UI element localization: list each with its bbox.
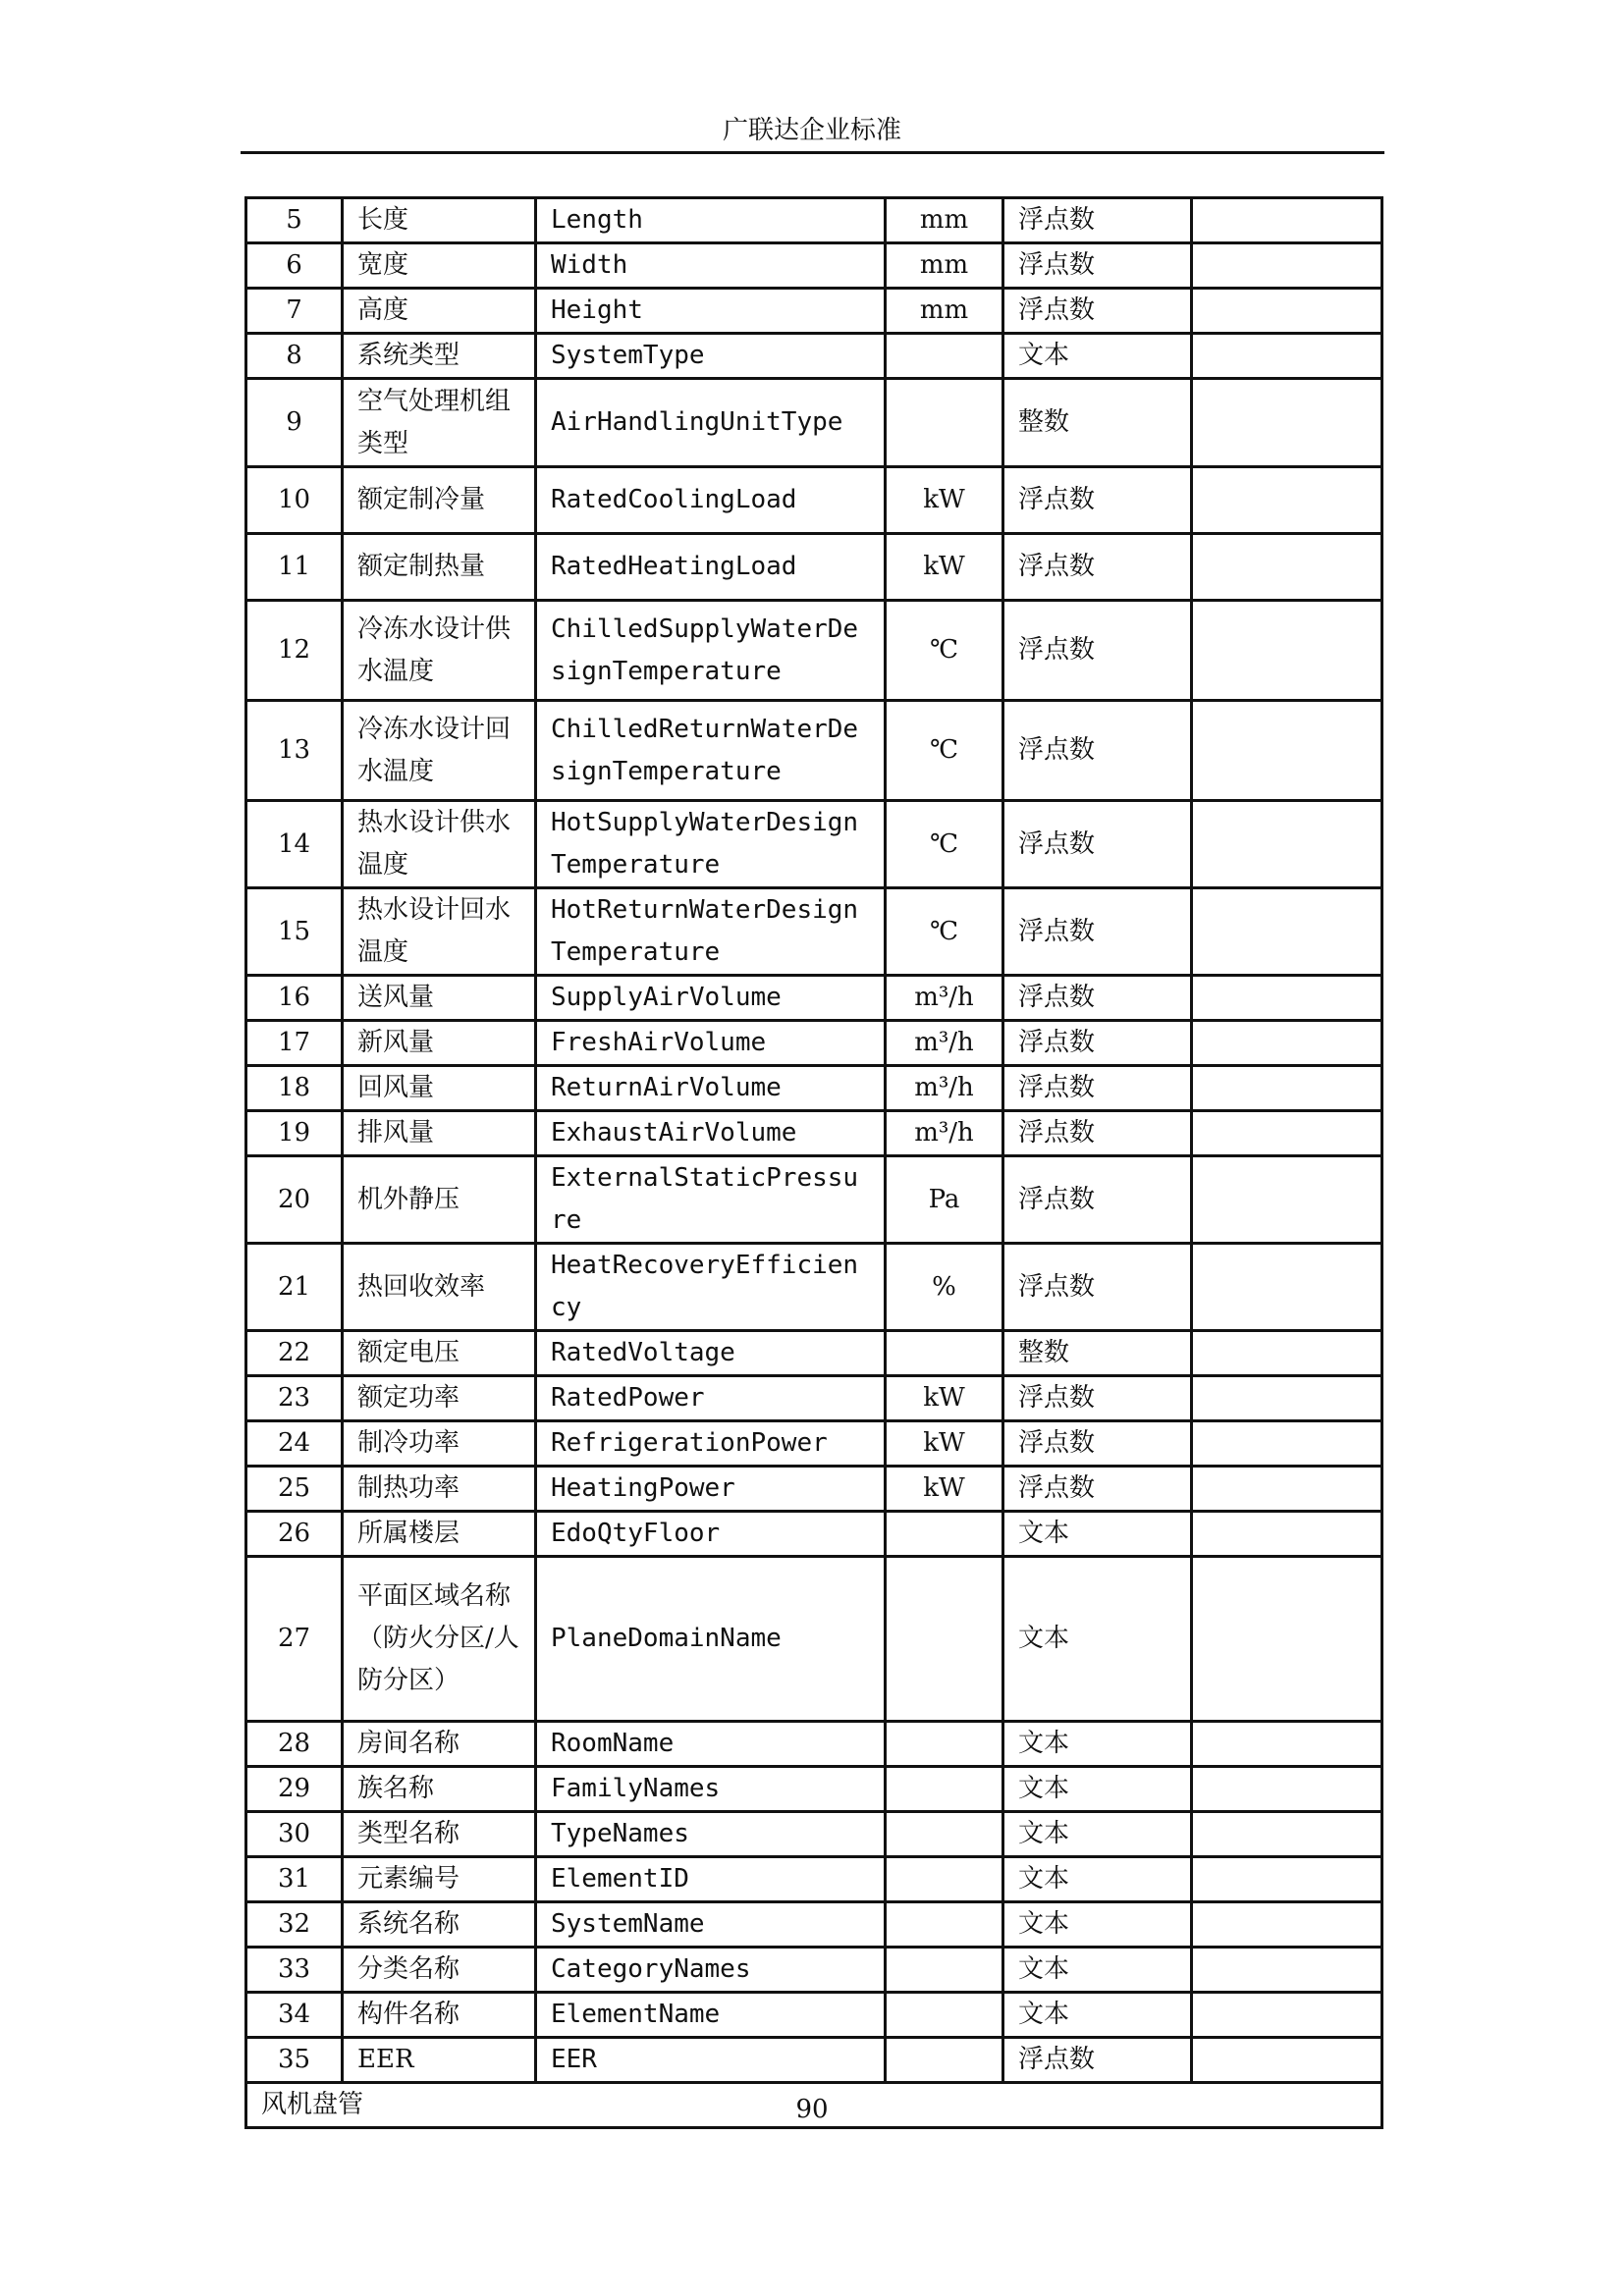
chinese-name-cell: 系统类型 xyxy=(343,334,536,379)
remark-cell xyxy=(1192,198,1382,243)
english-name-cell: RoomName xyxy=(536,1722,886,1767)
table-row xyxy=(246,1467,1382,1512)
english-name-cell: FreshAirVolume xyxy=(536,1021,886,1066)
table-row xyxy=(246,1331,1382,1376)
chinese-name-cell: 系统名称 xyxy=(343,1902,536,1948)
row-number-cell: 22 xyxy=(246,1331,343,1376)
unit-cell xyxy=(886,334,1003,379)
row-number-cell: 30 xyxy=(246,1812,343,1857)
chinese-name-cell: 机外静压 xyxy=(343,1156,536,1244)
unit-cell: kW xyxy=(886,467,1003,534)
english-name-cell: SystemName xyxy=(536,1902,886,1948)
chinese-name-cell: 类型名称 xyxy=(343,1812,536,1857)
english-name-cell: RatedVoltage xyxy=(536,1331,886,1376)
table-row xyxy=(246,601,1382,701)
chinese-name-cell: 房间名称 xyxy=(343,1722,536,1767)
row-number-cell: 15 xyxy=(246,888,343,976)
remark-cell xyxy=(1192,289,1382,334)
data-type-cell: 文本 xyxy=(1003,1557,1192,1722)
unit-cell xyxy=(886,1993,1003,2038)
remark-cell xyxy=(1192,1512,1382,1557)
row-number-cell: 26 xyxy=(246,1512,343,1557)
table-row xyxy=(246,1244,1382,1331)
unit-cell: m³/h xyxy=(886,1066,1003,1111)
unit-cell: % xyxy=(886,1244,1003,1331)
unit-cell xyxy=(886,1767,1003,1812)
unit-cell xyxy=(886,1902,1003,1948)
row-number-cell: 27 xyxy=(246,1557,343,1722)
remark-cell xyxy=(1192,534,1382,601)
remark-cell xyxy=(1192,1331,1382,1376)
remark-cell xyxy=(1192,1948,1382,1993)
english-name-cell: HeatRecoveryEfficiency xyxy=(536,1244,886,1331)
unit-cell xyxy=(886,379,1003,467)
remark-cell xyxy=(1192,1722,1382,1767)
unit-cell: mm xyxy=(886,289,1003,334)
row-number-cell: 20 xyxy=(246,1156,343,1244)
chinese-name-cell: 额定制热量 xyxy=(343,534,536,601)
unit-cell: mm xyxy=(886,198,1003,243)
row-number-cell: 25 xyxy=(246,1467,343,1512)
unit-cell: ℃ xyxy=(886,701,1003,801)
english-name-cell: ElementName xyxy=(536,1993,886,2038)
chinese-name-cell: 热水设计回水温度 xyxy=(343,888,536,976)
table-row xyxy=(246,976,1382,1021)
english-name-cell: HotSupplyWaterDesignTemperature xyxy=(536,801,886,888)
english-name-cell: EdoQtyFloor xyxy=(536,1512,886,1557)
remark-cell xyxy=(1192,379,1382,467)
row-number-cell: 34 xyxy=(246,1993,343,2038)
english-name-cell: PlaneDomainName xyxy=(536,1557,886,1722)
english-name-cell: RatedPower xyxy=(536,1376,886,1421)
table-row xyxy=(246,1767,1382,1812)
chinese-name-cell: 热回收效率 xyxy=(343,1244,536,1331)
row-number-cell: 5 xyxy=(246,198,343,243)
english-name-cell: ElementID xyxy=(536,1857,886,1902)
chinese-name-cell: 分类名称 xyxy=(343,1948,536,1993)
row-number-cell: 24 xyxy=(246,1421,343,1467)
table-row xyxy=(246,1021,1382,1066)
page-number: 90 xyxy=(795,2095,829,2124)
unit-cell: Pa xyxy=(886,1156,1003,1244)
chinese-name-cell: 高度 xyxy=(343,289,536,334)
english-name-cell: HotReturnWaterDesignTemperature xyxy=(536,888,886,976)
data-type-cell: 文本 xyxy=(1003,1812,1192,1857)
english-name-cell: ReturnAirVolume xyxy=(536,1066,886,1111)
english-name-cell: ChilledReturnWaterDesignTemperature xyxy=(536,701,886,801)
english-name-cell: Length xyxy=(536,198,886,243)
data-type-cell: 浮点数 xyxy=(1003,1156,1192,1244)
chinese-name-cell: 制冷功率 xyxy=(343,1421,536,1467)
chinese-name-cell: EER xyxy=(343,2038,536,2083)
chinese-name-cell: 冷冻水设计回水温度 xyxy=(343,701,536,801)
unit-cell xyxy=(886,1857,1003,1902)
row-number-cell: 7 xyxy=(246,289,343,334)
data-type-cell: 浮点数 xyxy=(1003,1467,1192,1512)
table-row xyxy=(246,1857,1382,1902)
row-number-cell: 33 xyxy=(246,1948,343,1993)
remark-cell xyxy=(1192,467,1382,534)
data-type-cell: 文本 xyxy=(1003,1948,1192,1993)
table-row xyxy=(246,1948,1382,1993)
chinese-name-cell: 回风量 xyxy=(343,1066,536,1111)
table-row xyxy=(246,1812,1382,1857)
remark-cell xyxy=(1192,1244,1382,1331)
table-row xyxy=(246,1993,1382,2038)
row-number-cell: 10 xyxy=(246,467,343,534)
table-row xyxy=(246,1722,1382,1767)
unit-cell: kW xyxy=(886,1376,1003,1421)
table-row xyxy=(246,334,1382,379)
data-type-cell: 浮点数 xyxy=(1003,534,1192,601)
data-type-cell: 浮点数 xyxy=(1003,801,1192,888)
remark-cell xyxy=(1192,1021,1382,1066)
data-type-cell: 文本 xyxy=(1003,334,1192,379)
remark-cell xyxy=(1192,1857,1382,1902)
english-name-cell: Width xyxy=(536,243,886,289)
data-type-cell: 浮点数 xyxy=(1003,1244,1192,1331)
english-name-cell: EER xyxy=(536,2038,886,2083)
english-name-cell: SupplyAirVolume xyxy=(536,976,886,1021)
unit-cell xyxy=(886,1948,1003,1993)
table-row xyxy=(246,1421,1382,1467)
chinese-name-cell: 所属楼层 xyxy=(343,1512,536,1557)
row-number-cell: 23 xyxy=(246,1376,343,1421)
chinese-name-cell: 平面区域名称（防火分区/人防分区） xyxy=(343,1557,536,1722)
unit-cell: mm xyxy=(886,243,1003,289)
unit-cell: kW xyxy=(886,1421,1003,1467)
unit-cell xyxy=(886,1557,1003,1722)
remark-cell xyxy=(1192,243,1382,289)
row-number-cell: 9 xyxy=(246,379,343,467)
english-name-cell: CategoryNames xyxy=(536,1948,886,1993)
chinese-name-cell: 空气处理机组类型 xyxy=(343,379,536,467)
remark-cell xyxy=(1192,1767,1382,1812)
remark-cell xyxy=(1192,801,1382,888)
remark-cell xyxy=(1192,334,1382,379)
data-type-cell: 浮点数 xyxy=(1003,198,1192,243)
chinese-name-cell: 制热功率 xyxy=(343,1467,536,1512)
unit-cell xyxy=(886,1331,1003,1376)
unit-cell: ℃ xyxy=(886,888,1003,976)
table-row xyxy=(246,1902,1382,1948)
row-number-cell: 8 xyxy=(246,334,343,379)
remark-cell xyxy=(1192,1557,1382,1722)
remark-cell xyxy=(1192,1066,1382,1111)
data-type-cell: 浮点数 xyxy=(1003,976,1192,1021)
data-type-cell: 文本 xyxy=(1003,1722,1192,1767)
row-number-cell: 16 xyxy=(246,976,343,1021)
english-name-cell: SystemType xyxy=(536,334,886,379)
row-number-cell: 19 xyxy=(246,1111,343,1156)
page-header-title: 广联达企业标准 xyxy=(722,116,901,145)
english-name-cell: ExhaustAirVolume xyxy=(536,1111,886,1156)
remark-cell xyxy=(1192,1156,1382,1244)
chinese-name-cell: 额定功率 xyxy=(343,1376,536,1421)
remark-cell xyxy=(1192,1376,1382,1421)
table-row xyxy=(246,1156,1382,1244)
data-type-cell: 浮点数 xyxy=(1003,1421,1192,1467)
remark-cell xyxy=(1192,2038,1382,2083)
table-row xyxy=(246,2038,1382,2083)
unit-cell: ℃ xyxy=(886,801,1003,888)
header-rule xyxy=(241,151,1384,154)
unit-cell: m³/h xyxy=(886,1021,1003,1066)
chinese-name-cell: 族名称 xyxy=(343,1767,536,1812)
english-name-cell: Height xyxy=(536,289,886,334)
english-name-cell: RatedHeatingLoad xyxy=(536,534,886,601)
table-row xyxy=(246,1376,1382,1421)
data-type-cell: 浮点数 xyxy=(1003,1066,1192,1111)
table-row xyxy=(246,888,1382,976)
table-row xyxy=(246,1066,1382,1111)
english-name-cell: TypeNames xyxy=(536,1812,886,1857)
row-number-cell: 12 xyxy=(246,601,343,701)
english-name-cell: ExternalStaticPressure xyxy=(536,1156,886,1244)
row-number-cell: 35 xyxy=(246,2038,343,2083)
english-name-cell: RefrigerationPower xyxy=(536,1421,886,1467)
data-type-cell: 浮点数 xyxy=(1003,1111,1192,1156)
row-number-cell: 21 xyxy=(246,1244,343,1331)
remark-cell xyxy=(1192,976,1382,1021)
row-number-cell: 11 xyxy=(246,534,343,601)
remark-cell xyxy=(1192,1421,1382,1467)
table-row xyxy=(246,1512,1382,1557)
remark-cell xyxy=(1192,1902,1382,1948)
data-type-cell: 整数 xyxy=(1003,1331,1192,1376)
row-number-cell: 32 xyxy=(246,1902,343,1948)
table-row xyxy=(246,1557,1382,1722)
row-number-cell: 29 xyxy=(246,1767,343,1812)
english-name-cell: FamilyNames xyxy=(536,1767,886,1812)
row-number-cell: 28 xyxy=(246,1722,343,1767)
attribute-table xyxy=(244,196,1383,2129)
attribute-table-body xyxy=(246,198,1382,2128)
unit-cell xyxy=(886,1512,1003,1557)
table-row xyxy=(246,289,1382,334)
table-row xyxy=(246,534,1382,601)
data-type-cell: 浮点数 xyxy=(1003,1021,1192,1066)
remark-cell xyxy=(1192,701,1382,801)
chinese-name-cell: 额定电压 xyxy=(343,1331,536,1376)
row-number-cell: 18 xyxy=(246,1066,343,1111)
data-type-cell: 浮点数 xyxy=(1003,243,1192,289)
table-row xyxy=(246,243,1382,289)
english-name-cell: RatedCoolingLoad xyxy=(536,467,886,534)
data-type-cell: 文本 xyxy=(1003,1767,1192,1812)
data-type-cell: 整数 xyxy=(1003,379,1192,467)
table-row xyxy=(246,701,1382,801)
data-type-cell: 浮点数 xyxy=(1003,467,1192,534)
unit-cell xyxy=(886,1722,1003,1767)
english-name-cell: ChilledSupplyWaterDesignTemperature xyxy=(536,601,886,701)
table-row xyxy=(246,379,1382,467)
data-type-cell: 文本 xyxy=(1003,1993,1192,2038)
table-row xyxy=(246,198,1382,243)
chinese-name-cell: 构件名称 xyxy=(343,1993,536,2038)
unit-cell: ℃ xyxy=(886,601,1003,701)
row-number-cell: 13 xyxy=(246,701,343,801)
unit-cell: m³/h xyxy=(886,976,1003,1021)
unit-cell xyxy=(886,1812,1003,1857)
data-type-cell: 浮点数 xyxy=(1003,289,1192,334)
chinese-name-cell: 送风量 xyxy=(343,976,536,1021)
unit-cell xyxy=(886,2038,1003,2083)
row-number-cell: 17 xyxy=(246,1021,343,1066)
data-type-cell: 文本 xyxy=(1003,1512,1192,1557)
remark-cell xyxy=(1192,601,1382,701)
data-type-cell: 浮点数 xyxy=(1003,601,1192,701)
row-number-cell: 6 xyxy=(246,243,343,289)
table-row xyxy=(246,467,1382,534)
row-number-cell: 14 xyxy=(246,801,343,888)
data-type-cell: 浮点数 xyxy=(1003,2038,1192,2083)
chinese-name-cell: 排风量 xyxy=(343,1111,536,1156)
unit-cell: kW xyxy=(886,534,1003,601)
chinese-name-cell: 额定制冷量 xyxy=(343,467,536,534)
remark-cell xyxy=(1192,1111,1382,1156)
data-type-cell: 浮点数 xyxy=(1003,1376,1192,1421)
english-name-cell: AirHandlingUnitType xyxy=(536,379,886,467)
remark-cell xyxy=(1192,888,1382,976)
unit-cell: kW xyxy=(886,1467,1003,1512)
chinese-name-cell: 热水设计供水温度 xyxy=(343,801,536,888)
unit-cell: m³/h xyxy=(886,1111,1003,1156)
row-number-cell: 31 xyxy=(246,1857,343,1902)
data-type-cell: 浮点数 xyxy=(1003,888,1192,976)
remark-cell xyxy=(1192,1993,1382,2038)
section-title-cell: 风机盘管 xyxy=(246,2083,1382,2128)
chinese-name-cell: 宽度 xyxy=(343,243,536,289)
data-type-cell: 文本 xyxy=(1003,1902,1192,1948)
data-type-cell: 文本 xyxy=(1003,1857,1192,1902)
table-row xyxy=(246,1111,1382,1156)
table-row xyxy=(246,801,1382,888)
data-type-cell: 浮点数 xyxy=(1003,701,1192,801)
chinese-name-cell: 冷冻水设计供水温度 xyxy=(343,601,536,701)
chinese-name-cell: 新风量 xyxy=(343,1021,536,1066)
english-name-cell: HeatingPower xyxy=(536,1467,886,1512)
remark-cell xyxy=(1192,1812,1382,1857)
chinese-name-cell: 元素编号 xyxy=(343,1857,536,1902)
chinese-name-cell: 长度 xyxy=(343,198,536,243)
remark-cell xyxy=(1192,1467,1382,1512)
